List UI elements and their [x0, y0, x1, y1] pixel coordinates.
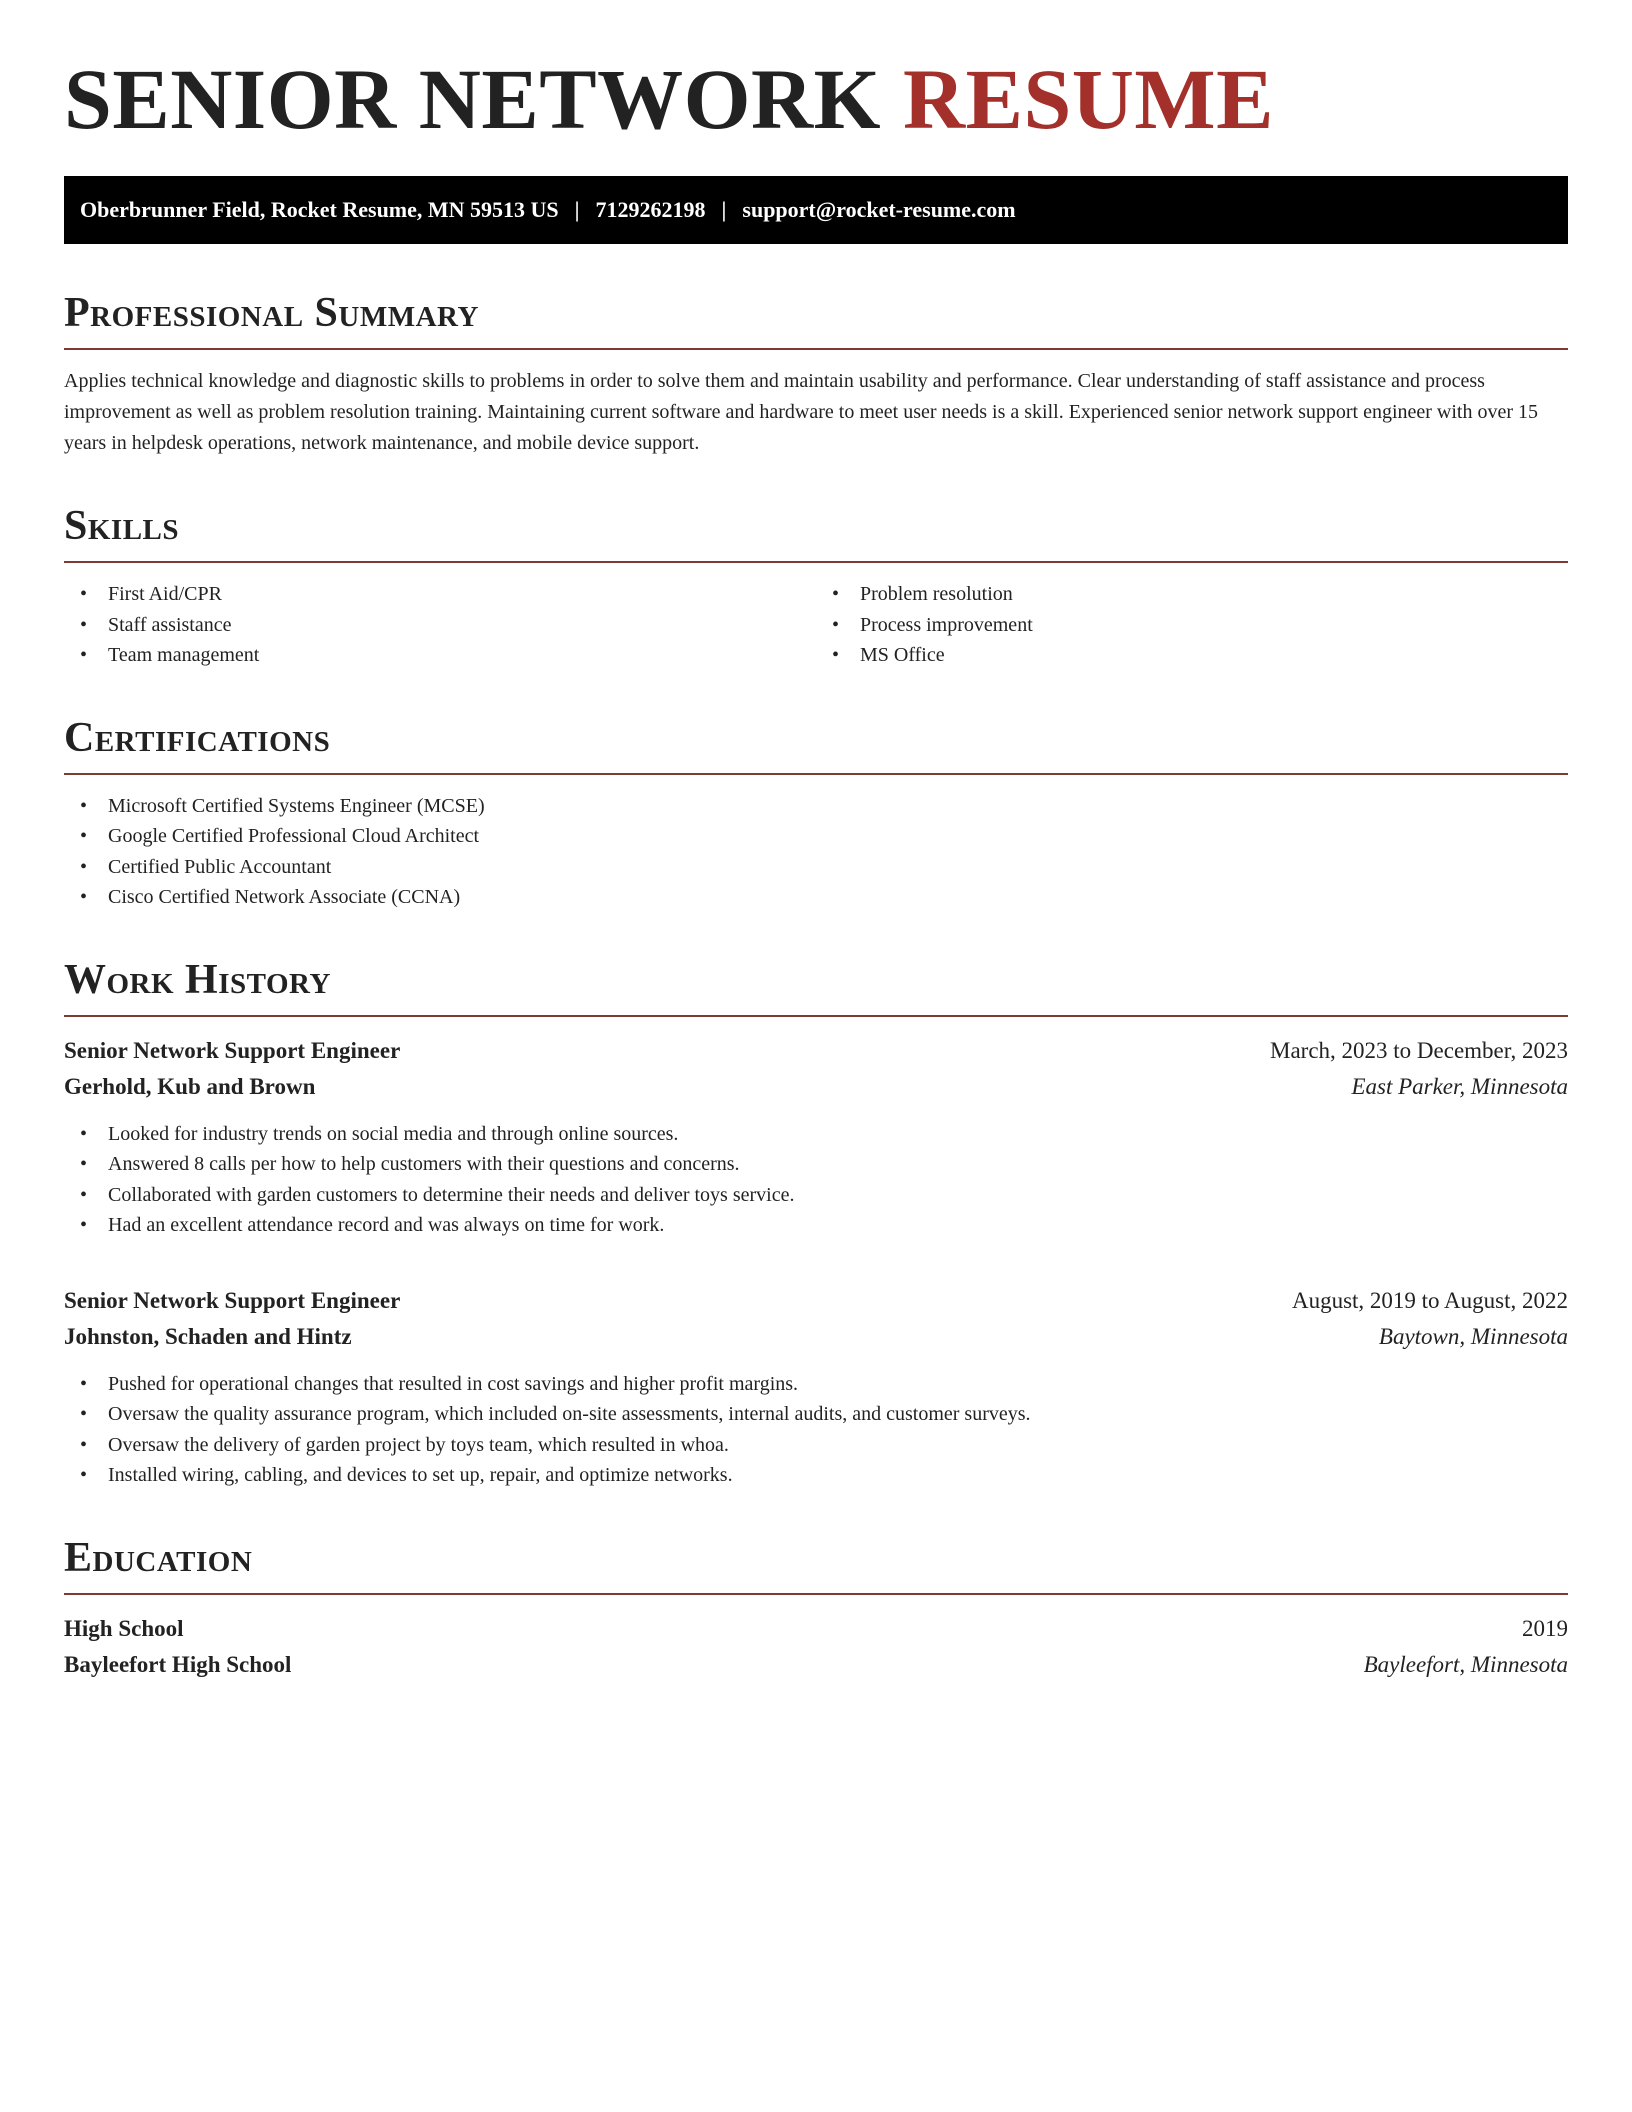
job-company-row	[64, 1319, 1568, 1355]
job-location: East Parker, Minnesota	[1351, 1073, 1568, 1099]
education-school: Bayleefort High School	[64, 1651, 292, 1677]
job-bullets	[64, 1369, 1568, 1491]
contact-separator: |	[721, 197, 727, 222]
job-entry	[64, 1033, 1568, 1241]
list-item: • Google Certified Professional Cloud Architect	[64, 821, 1568, 852]
skills-grid	[64, 579, 1568, 671]
job-company: Johnston, Schaden and Hintz	[64, 1323, 352, 1349]
certifications-list	[64, 791, 1568, 913]
contact-address: Oberbrunner Field, Rocket Resume, MN 59513 US	[80, 197, 559, 222]
job-company-row	[64, 1069, 1568, 1105]
list-item: • Collaborated with garden customers to determine their needs and deliver toys service.	[64, 1180, 1568, 1211]
section-heading-education: Education	[64, 1537, 1568, 1595]
list-item: • Oversaw the delivery of garden project by toys team, which resulted in whoa.	[64, 1430, 1568, 1461]
list-item: • Installed wiring, cabling, and devices to set up, repair, and optimize networks.	[64, 1460, 1568, 1491]
list-item: • Pushed for operational changes that resulted in cost savings and higher profit margins.	[64, 1369, 1568, 1400]
job-header-row	[64, 1283, 1568, 1319]
job-dates: August, 2019 to August, 2022	[1291, 1287, 1568, 1313]
list-item: • Process improvement	[816, 610, 1568, 641]
job-company: Gerhold, Kub and Brown	[64, 1073, 316, 1099]
list-item: • Problem resolution	[816, 579, 1568, 610]
education-school-row	[64, 1647, 1568, 1683]
job-location: Baytown, Minnesota	[1378, 1323, 1568, 1349]
contact-phone: 7129262198	[595, 197, 706, 222]
section-heading-certifications: Certifications	[64, 717, 1568, 775]
list-item: • Team management	[64, 640, 816, 671]
list-item: • Answered 8 calls per how to help customers with their questions and concerns.	[64, 1149, 1568, 1180]
list-item: • Microsoft Certified Systems Engineer (MCSE)	[64, 791, 1568, 822]
section-heading-summary: Professional Summary	[64, 292, 1568, 350]
summary-text: Applies technical knowledge and diagnostic skills to problems in order to solve them and maintain usability and performance. Clear understanding of staff assistance and process improvement as well as problem resolution training. Maintaining current software and hardware to meet user needs is a skill. Experienced senior network support engineer with over 15 years in helpdesk operations, network maintenance, and mobile device support.	[64, 370, 1539, 454]
section-heading-skills: Skills	[64, 505, 1568, 563]
education-degree-row	[64, 1611, 1568, 1647]
list-item: • Staff assistance	[64, 610, 816, 641]
list-item: • Cisco Certified Network Associate (CCNA)	[64, 882, 1568, 913]
contact-separator: |	[574, 197, 580, 222]
education-entry	[64, 1611, 1568, 1683]
job-title: Senior Network Support Engineer	[64, 1287, 401, 1313]
list-item: • Certified Public Accountant	[64, 852, 1568, 883]
list-item: • Had an excellent attendance record and was always on time for work.	[64, 1210, 1568, 1241]
list-item: • MS Office	[816, 640, 1568, 671]
education-year: 2019	[1522, 1615, 1568, 1641]
skills-list-left	[64, 579, 816, 671]
education-location: Bayleefort, Minnesota	[1363, 1651, 1568, 1677]
job-bullets	[64, 1119, 1568, 1241]
title-accent: RESUME	[903, 51, 1274, 147]
list-item: • Looked for industry trends on social media and through online sources.	[64, 1119, 1568, 1150]
title-main: SENIOR NETWORK	[64, 51, 881, 147]
skills-list-right	[816, 579, 1568, 671]
education-degree: High School	[64, 1615, 184, 1641]
contact-bar	[64, 176, 1568, 244]
list-item: • First Aid/CPR	[64, 579, 816, 610]
job-dates: March, 2023 to December, 2023	[1270, 1037, 1568, 1063]
page-title	[64, 0, 1568, 160]
list-item: • Oversaw the quality assurance program, which included on-site assessments, internal audits, and customer surveys.	[64, 1399, 1568, 1430]
job-title: Senior Network Support Engineer	[64, 1037, 401, 1063]
section-heading-work-history: Work History	[64, 959, 1568, 1017]
contact-email: support@rocket-resume.com	[742, 197, 1016, 222]
job-header-row	[64, 1033, 1568, 1069]
job-entry	[64, 1283, 1568, 1491]
